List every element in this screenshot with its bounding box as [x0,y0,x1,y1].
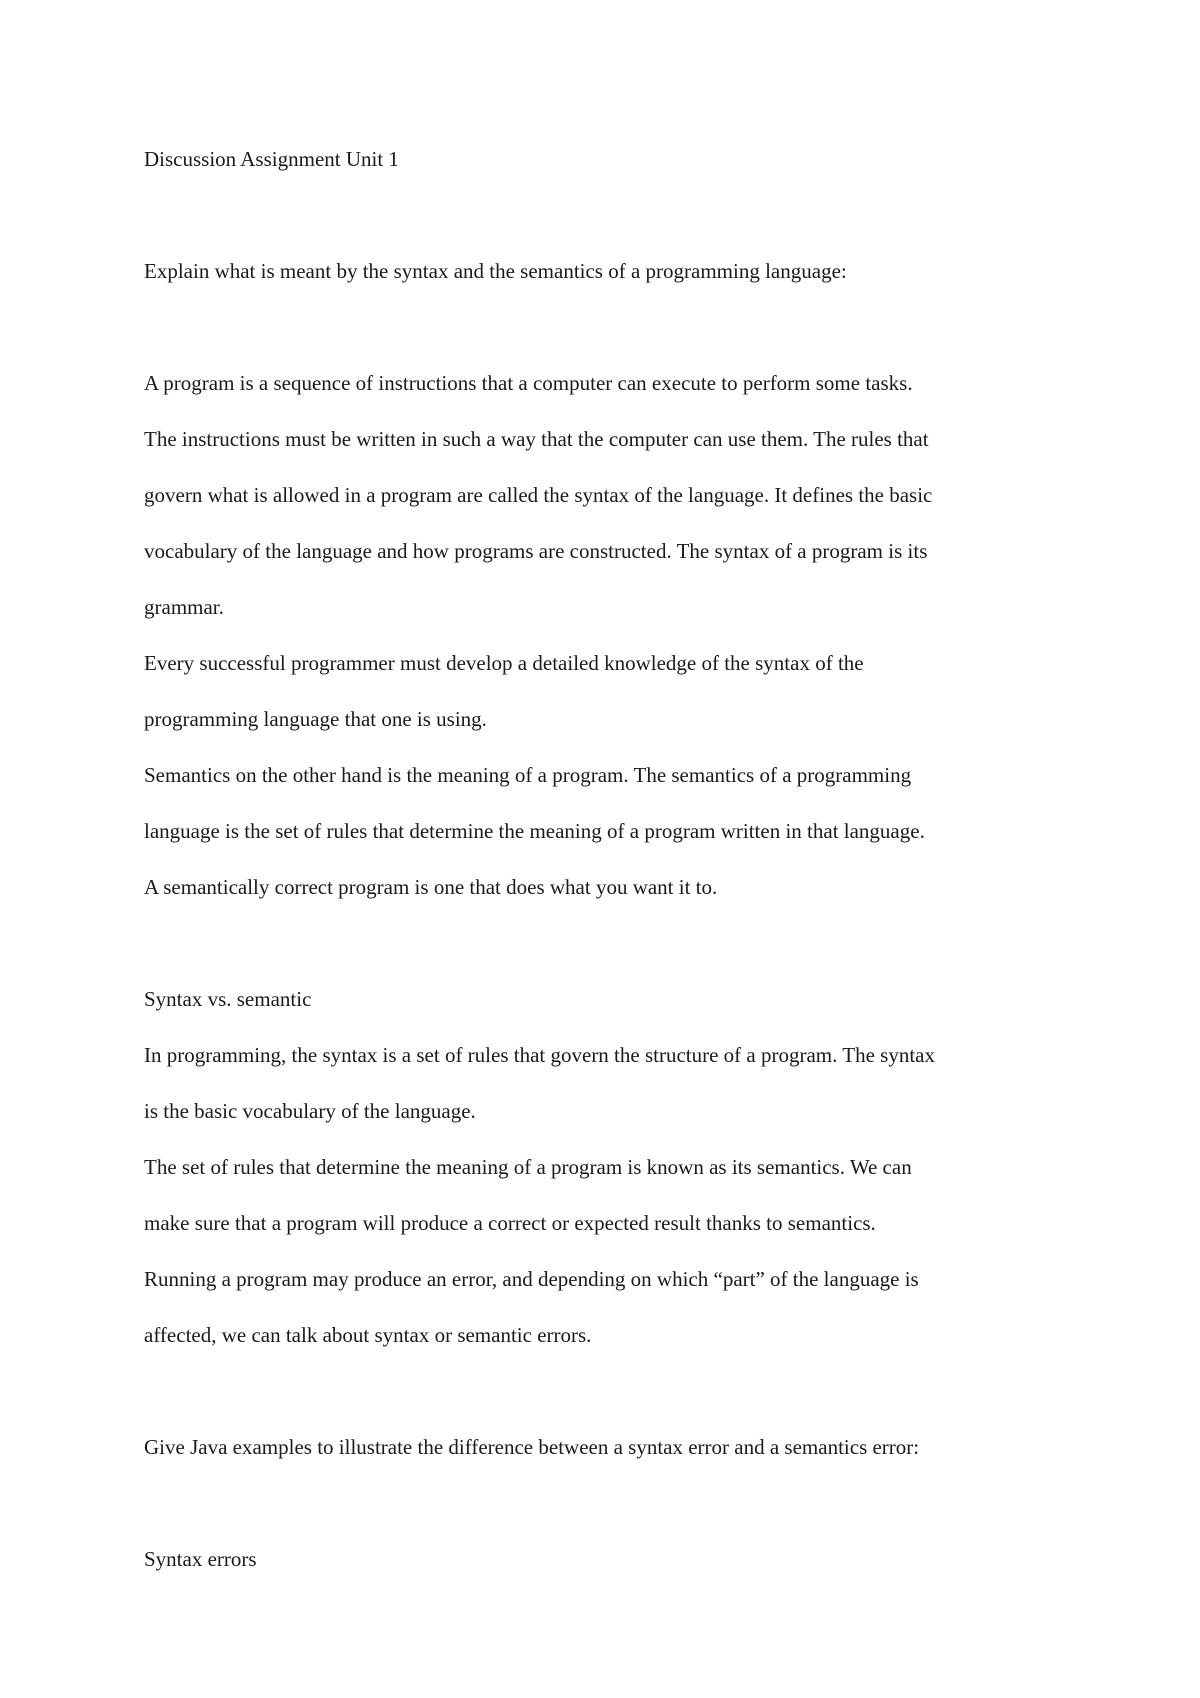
answer-line: The instructions must be written in such a way that the computer can use them. The rules that [144,427,929,451]
section-line: make sure that a program will produce a correct or expected result thanks to semantics. [144,1211,876,1235]
answer-line: govern what is allowed in a program are called the syntax of the language. It defines the basic [144,483,933,507]
answer-line: programming language that one is using. [144,707,487,731]
answer-line: Semantics on the other hand is the meaning of a program. The semantics of a programming [144,763,912,787]
document-title: Discussion Assignment Unit 1 [144,147,399,171]
answer-line: vocabulary of the language and how programs are constructed. The syntax of a program is its [144,539,928,563]
section-line: is the basic vocabulary of the language. [144,1099,476,1123]
answer-line: A program is a sequence of instructions that a computer can execute to perform some tasks. [144,371,913,395]
section-line: In programming, the syntax is a set of rules that govern the structure of a program. The syntax [144,1043,935,1067]
section-line: Running a program may produce an error, and depending on which “part” of the language is [144,1267,919,1291]
section-heading: Syntax vs. semantic [144,987,312,1011]
question-1: Explain what is meant by the syntax and the semantics of a programming language: [144,259,847,283]
section-line: The set of rules that determine the meaning of a program is known as its semantics. We can [144,1155,912,1179]
answer-line: grammar. [144,595,224,619]
subheading-syntax-errors: Syntax errors [144,1547,257,1571]
section-line: affected, we can talk about syntax or semantic errors. [144,1323,592,1347]
question-2: Give Java examples to illustrate the difference between a syntax error and a semantics error: [144,1435,920,1459]
answer-line: A semantically correct program is one that does what you want it to. [144,875,718,899]
answer-line: language is the set of rules that determine the meaning of a program written in that language. [144,819,925,843]
answer-line: Every successful programmer must develop a detailed knowledge of the syntax of the [144,651,864,675]
